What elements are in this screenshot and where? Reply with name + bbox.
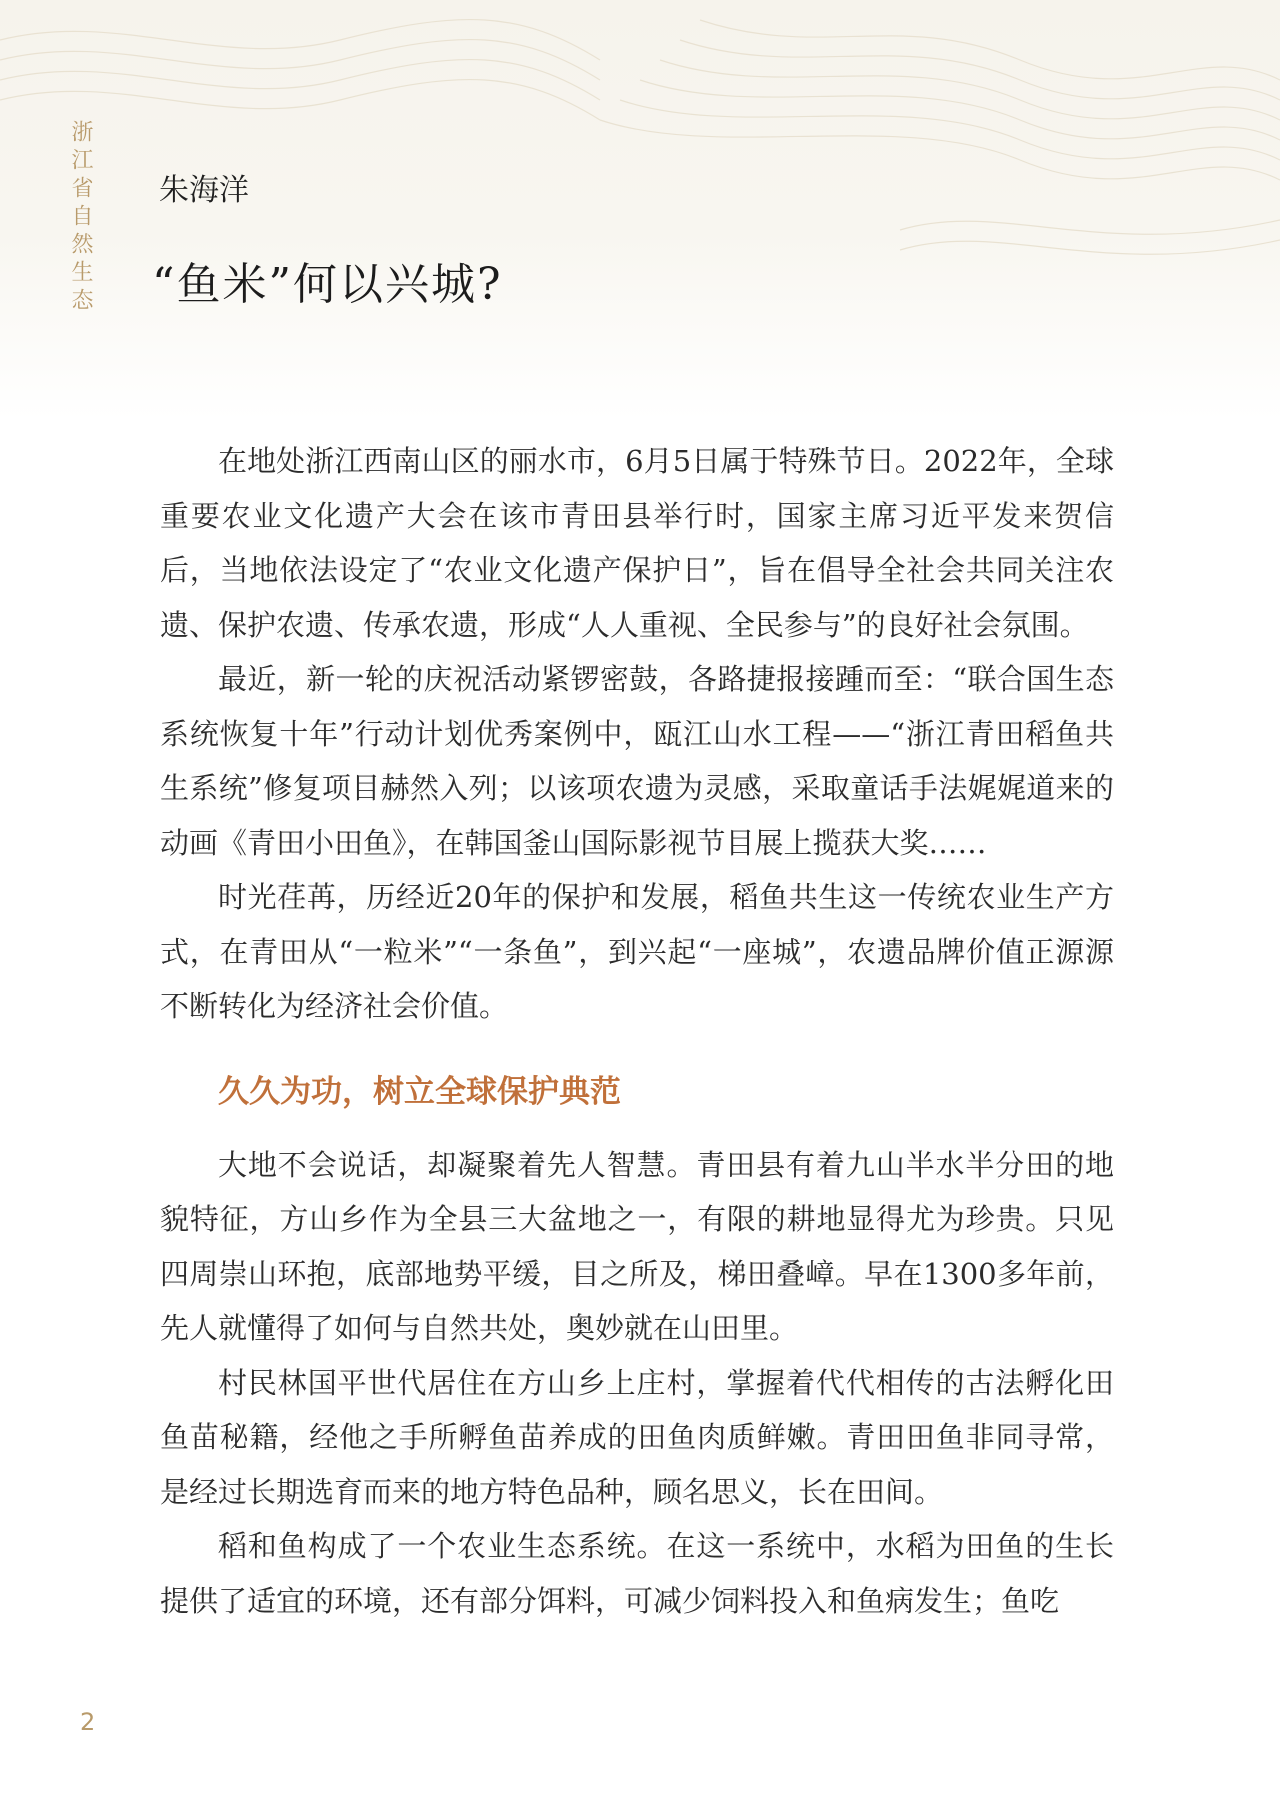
series-side-title: 浙江省自然生态 [68,120,93,316]
author-name: 朱海洋 [159,173,249,208]
paragraph: 最近，新一轮的庆祝活动紧锣密鼓，各路捷报接踵而至：“联合国生态系统恢复十年”行动计划优秀案例中，瓯江山水工程——“浙江青田稻鱼共生系统”修复项目赫然入列；以该项农遗为灵感，采取童话手法娓娓道来的动画《青田小田鱼》，在韩国釜山国际影视节目展上揽获大奖…… [160,662,1114,860]
paragraph: 在地处浙江西南山区的丽水市，6月5日属于特殊节日。2022年，全球重要农业文化遗产大会在该市青田县举行时，国家主席习近平发来贺信后，当地依法设定了“农业文化遗产保护日”，旨在倡导全社会共同关注农遗、保护农遗、传承农遗，形成“人人重视、全民参与”的良好社会氛围。 [160,444,1114,642]
page-number: 2 [80,1708,96,1736]
article-title: “鱼米”何以兴城? [152,259,503,310]
header-background [0,0,1280,420]
paragraph: 稻和鱼构成了一个农业生态系统。在这一系统中，水稻为田鱼的生长提供了适宜的环境，还有部分饵料，可减少饲料投入和鱼病发生；鱼吃 [160,1529,1114,1618]
article-body [160,434,1114,1628]
section-heading: 久久为功，树立全球保护典范 [218,1073,621,1110]
paragraph: 时光荏苒，历经近20年的保护和发展，稻鱼共生这一传统农业生产方式，在青田从“一粒米”“一条鱼”，到兴起“一座城”，农遗品牌价值正源源不断转化为经济社会价值。 [160,880,1114,1023]
paragraph: 大地不会说话，却凝聚着先人智慧。青田县有着九山半水半分田的地貌特征，方山乡作为全县三大盆地之一，有限的耕地显得尤为珍贵。只见四周崇山环抱，底部地势平缓，目之所及，梯田叠嶂。早在1300多年前，先人就懂得了如何与自然共处，奥妙就在山田里。 [160,1147,1114,1345]
paragraph: 村民林国平世代居住在方山乡上庄村，掌握着代代相传的古法孵化田鱼苗秘籍，经他之手所孵鱼苗养成的田鱼肉质鲜嫩。青田田鱼非同寻常，是经过长期选育而来的地方特色品种，顾名思义，长在田间。 [160,1365,1114,1509]
decorative-wave-pattern [0,0,1280,420]
